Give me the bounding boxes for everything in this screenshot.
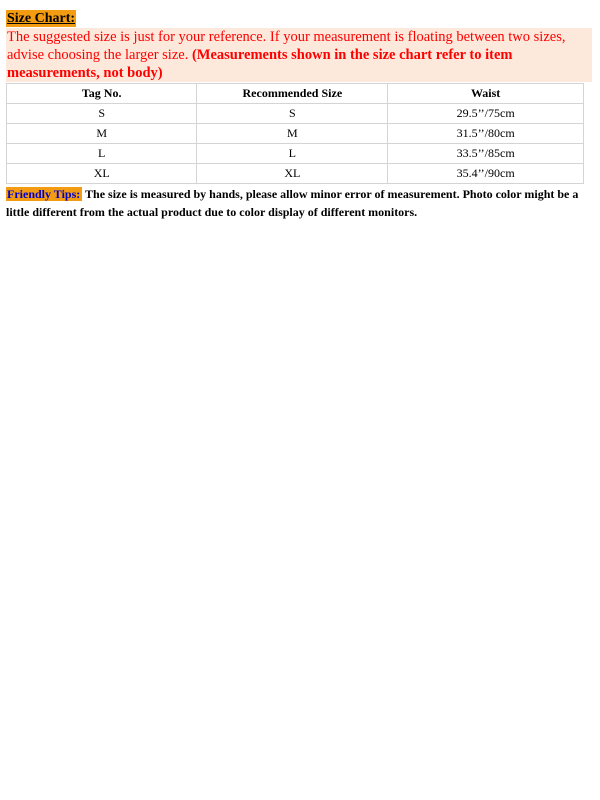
- cell-recommended-size: S: [197, 104, 388, 124]
- cell-recommended-size: L: [197, 144, 388, 164]
- header-waist: Waist: [388, 84, 584, 104]
- cell-recommended-size: XL: [197, 164, 388, 184]
- cell-tag-no: M: [7, 124, 197, 144]
- table-row: [7, 104, 584, 124]
- table-row: [7, 144, 584, 164]
- cell-waist: 31.5’’/80cm: [388, 124, 584, 144]
- friendly-tips: [6, 185, 586, 221]
- friendly-tips-text: The size is measured by hands, please allow minor error of measurement. Photo color might be a little different from the actual product due to color display of different monitors.: [6, 187, 579, 219]
- cell-tag-no: S: [7, 104, 197, 124]
- header-recommended-size: Recommended Size: [197, 84, 388, 104]
- size-note: [6, 28, 592, 82]
- size-note-bold: (Measurements shown in the size chart refer to item measurements, not body): [7, 47, 513, 81]
- cell-recommended-size: M: [197, 124, 388, 144]
- table-header-row: [7, 84, 584, 104]
- size-chart-document: [6, 9, 592, 221]
- cell-waist: 35.4’’/90cm: [388, 164, 584, 184]
- cell-tag-no: L: [7, 144, 197, 164]
- friendly-tips-label: Friendly Tips:: [7, 187, 81, 201]
- cell-waist: 33.5’’/85cm: [388, 144, 584, 164]
- header-tag-no: Tag No.: [7, 84, 197, 104]
- size-chart-title: Size Chart:: [7, 11, 76, 26]
- cell-waist: 29.5’’/75cm: [388, 104, 584, 124]
- size-note-plain: The suggested size is just for your reference. If your measurement is floating between two sizes, advise choosing the larger size.: [7, 29, 566, 63]
- size-table: [6, 83, 584, 184]
- cell-tag-no: XL: [7, 164, 197, 184]
- table-row: [7, 124, 584, 144]
- table-row: [7, 164, 584, 184]
